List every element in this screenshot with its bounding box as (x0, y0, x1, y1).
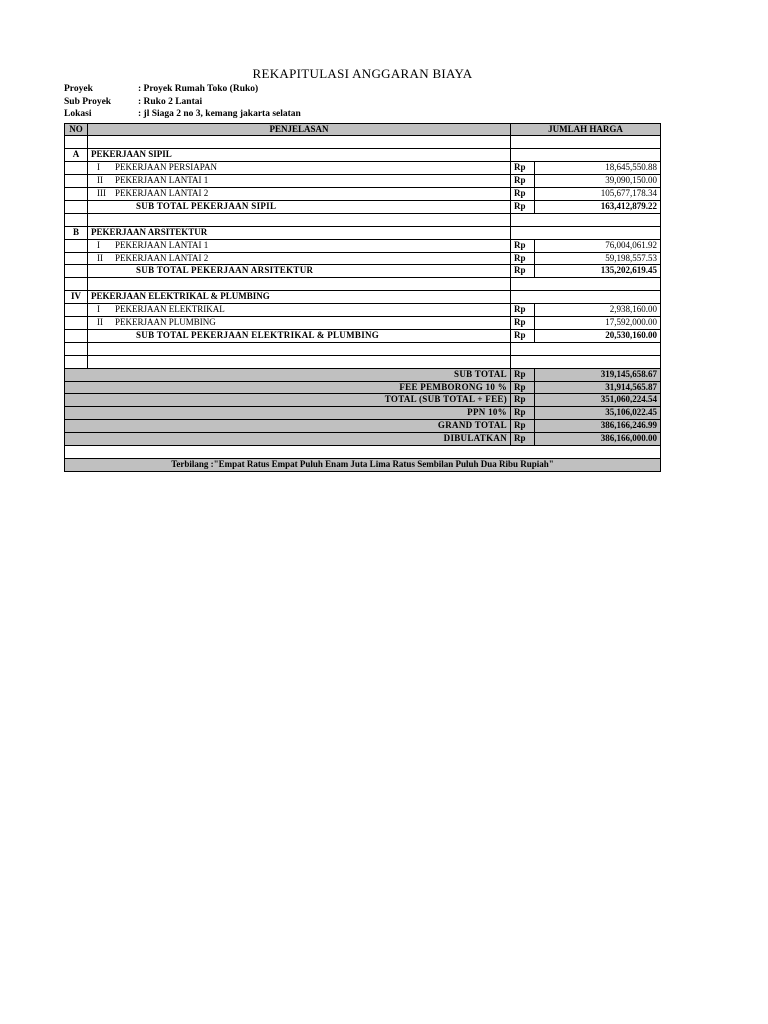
currency-label: Rp (511, 381, 535, 394)
item-num: II (97, 317, 103, 328)
currency-label: Rp (511, 188, 535, 201)
blank-row (65, 278, 661, 291)
item-value: 105,677,178.34 (535, 188, 661, 201)
section-row (65, 291, 661, 304)
item-label: PEKERJAAN PERSIAPAN (115, 162, 217, 173)
summary-label: SUB TOTAL (65, 368, 511, 381)
currency-label: Rp (511, 433, 535, 446)
item-label: PEKERJAAN ELEKTRIKAL (115, 304, 225, 315)
budget-table (64, 123, 661, 472)
subtotal-label: SUB TOTAL PEKERJAAN ELEKTRIKAL & PLUMBING (88, 329, 511, 342)
item-label: PEKERJAAN PLUMBING (115, 317, 216, 328)
meta-subproyek-value: : Ruko 2 Lantai (138, 96, 203, 107)
currency-label: Rp (511, 394, 535, 407)
summary-value: 386,166,000.00 (535, 433, 661, 446)
section-no: IV (65, 291, 88, 304)
subtotal-row (65, 329, 661, 342)
summary-label: DIBULATKAN (65, 433, 511, 446)
table-row (65, 175, 661, 188)
section-no: B (65, 226, 88, 239)
item-cell (88, 239, 511, 252)
table-row (65, 252, 661, 265)
summary-row (65, 420, 661, 433)
currency-label: Rp (511, 252, 535, 265)
currency-label: Rp (511, 304, 535, 317)
item-num: I (97, 162, 100, 173)
project-meta (64, 83, 661, 121)
header-no: NO (65, 123, 88, 136)
header-penjelasan: PENJELASAN (88, 123, 511, 136)
table-row (65, 317, 661, 330)
subtotal-label: SUB TOTAL PEKERJAAN SIPIL (88, 200, 511, 213)
item-num: II (97, 252, 103, 263)
table-header-row (65, 123, 661, 136)
currency-label: Rp (511, 317, 535, 330)
item-value: 59,198,557.53 (535, 252, 661, 265)
currency-label: Rp (511, 239, 535, 252)
summary-row (65, 407, 661, 420)
currency-label: Rp (511, 420, 535, 433)
subtotal-value: 20,530,160.00 (535, 329, 661, 342)
currency-label: Rp (511, 175, 535, 188)
item-cell (88, 252, 511, 265)
summary-row (65, 394, 661, 407)
subtotal-value: 163,412,879.22 (535, 200, 661, 213)
summary-row (65, 368, 661, 381)
document-sheet (64, 64, 661, 472)
subtotal-row (65, 265, 661, 278)
item-num: I (97, 304, 100, 315)
currency-label: Rp (511, 368, 535, 381)
blank-row (65, 355, 661, 368)
terbilang-row (65, 458, 661, 471)
section-title: PEKERJAAN ELEKTRIKAL & PLUMBING (88, 291, 511, 304)
item-label: PEKERJAAN LANTAI 2 (115, 252, 209, 263)
item-num: III (97, 188, 106, 199)
currency-label: Rp (511, 407, 535, 420)
item-cell (88, 317, 511, 330)
currency-label: Rp (511, 162, 535, 175)
summary-value: 319,145,658.67 (535, 368, 661, 381)
table-row (65, 239, 661, 252)
blank-row (65, 342, 661, 355)
subtotal-row (65, 200, 661, 213)
currency-label: Rp (511, 329, 535, 342)
subtotal-value: 135,202,619.45 (535, 265, 661, 278)
item-cell (88, 175, 511, 188)
summary-value: 31,914,565.87 (535, 381, 661, 394)
table-row (65, 188, 661, 201)
item-cell (88, 304, 511, 317)
summary-value: 35,106,022.45 (535, 407, 661, 420)
meta-lokasi (64, 108, 661, 121)
section-title: PEKERJAAN ARSITEKTUR (88, 226, 511, 239)
summary-label: GRAND TOTAL (65, 420, 511, 433)
currency-label: Rp (511, 265, 535, 278)
item-num: I (97, 239, 100, 250)
item-value: 39,090,150.00 (535, 175, 661, 188)
table-row (65, 304, 661, 317)
item-label: PEKERJAAN LANTAI 1 (115, 175, 209, 186)
summary-row (65, 381, 661, 394)
meta-subproyek-key: Sub Proyek (64, 96, 112, 107)
currency-label: Rp (511, 200, 535, 213)
subtotal-label: SUB TOTAL PEKERJAAN ARSITEKTUR (88, 265, 511, 278)
section-row (65, 226, 661, 239)
item-label: PEKERJAAN LANTAI 2 (115, 188, 209, 199)
blank-row (65, 136, 661, 149)
summary-label: TOTAL (SUB TOTAL + FEE) (65, 394, 511, 407)
header-jumlah-harga: JUMLAH HARGA (511, 123, 661, 136)
meta-lokasi-value: : jl Siaga 2 no 3, kemang jakarta selatan (138, 109, 301, 119)
blank-row (65, 213, 661, 226)
summary-value: 386,166,246.99 (535, 420, 661, 433)
item-num: II (97, 175, 103, 186)
item-value: 18,645,550.88 (535, 162, 661, 175)
terbilang-text: Terbilang :"Empat Ratus Empat Puluh Enam Juta Lima Ratus Sembilan Puluh Dua Ribu Rupiah" (65, 458, 661, 471)
item-label: PEKERJAAN LANTAI 1 (115, 239, 209, 250)
summary-row (65, 433, 661, 446)
section-no: A (65, 149, 88, 162)
document-title: REKAPITULASI ANGGARAN BIAYA (252, 66, 473, 81)
meta-proyek-value: : Proyek Rumah Toko (Ruko) (138, 84, 259, 94)
blank-row (65, 446, 661, 459)
item-value: 2,938,160.00 (535, 304, 661, 317)
meta-proyek-key: Proyek (64, 84, 93, 94)
item-cell (88, 188, 511, 201)
item-value: 76,004,061.92 (535, 239, 661, 252)
summary-label: PPN 10% (65, 407, 511, 420)
item-cell (88, 162, 511, 175)
table-row (65, 162, 661, 175)
summary-label: FEE PEMBORONG 10 % (65, 381, 511, 394)
meta-proyek (64, 83, 661, 96)
item-value: 17,592,000.00 (535, 317, 661, 330)
meta-subproyek (64, 96, 661, 109)
summary-value: 351,060,224.54 (535, 394, 661, 407)
section-row (65, 149, 661, 162)
meta-lokasi-key: Lokasi (64, 109, 92, 119)
section-title: PEKERJAAN SIPIL (88, 149, 511, 162)
